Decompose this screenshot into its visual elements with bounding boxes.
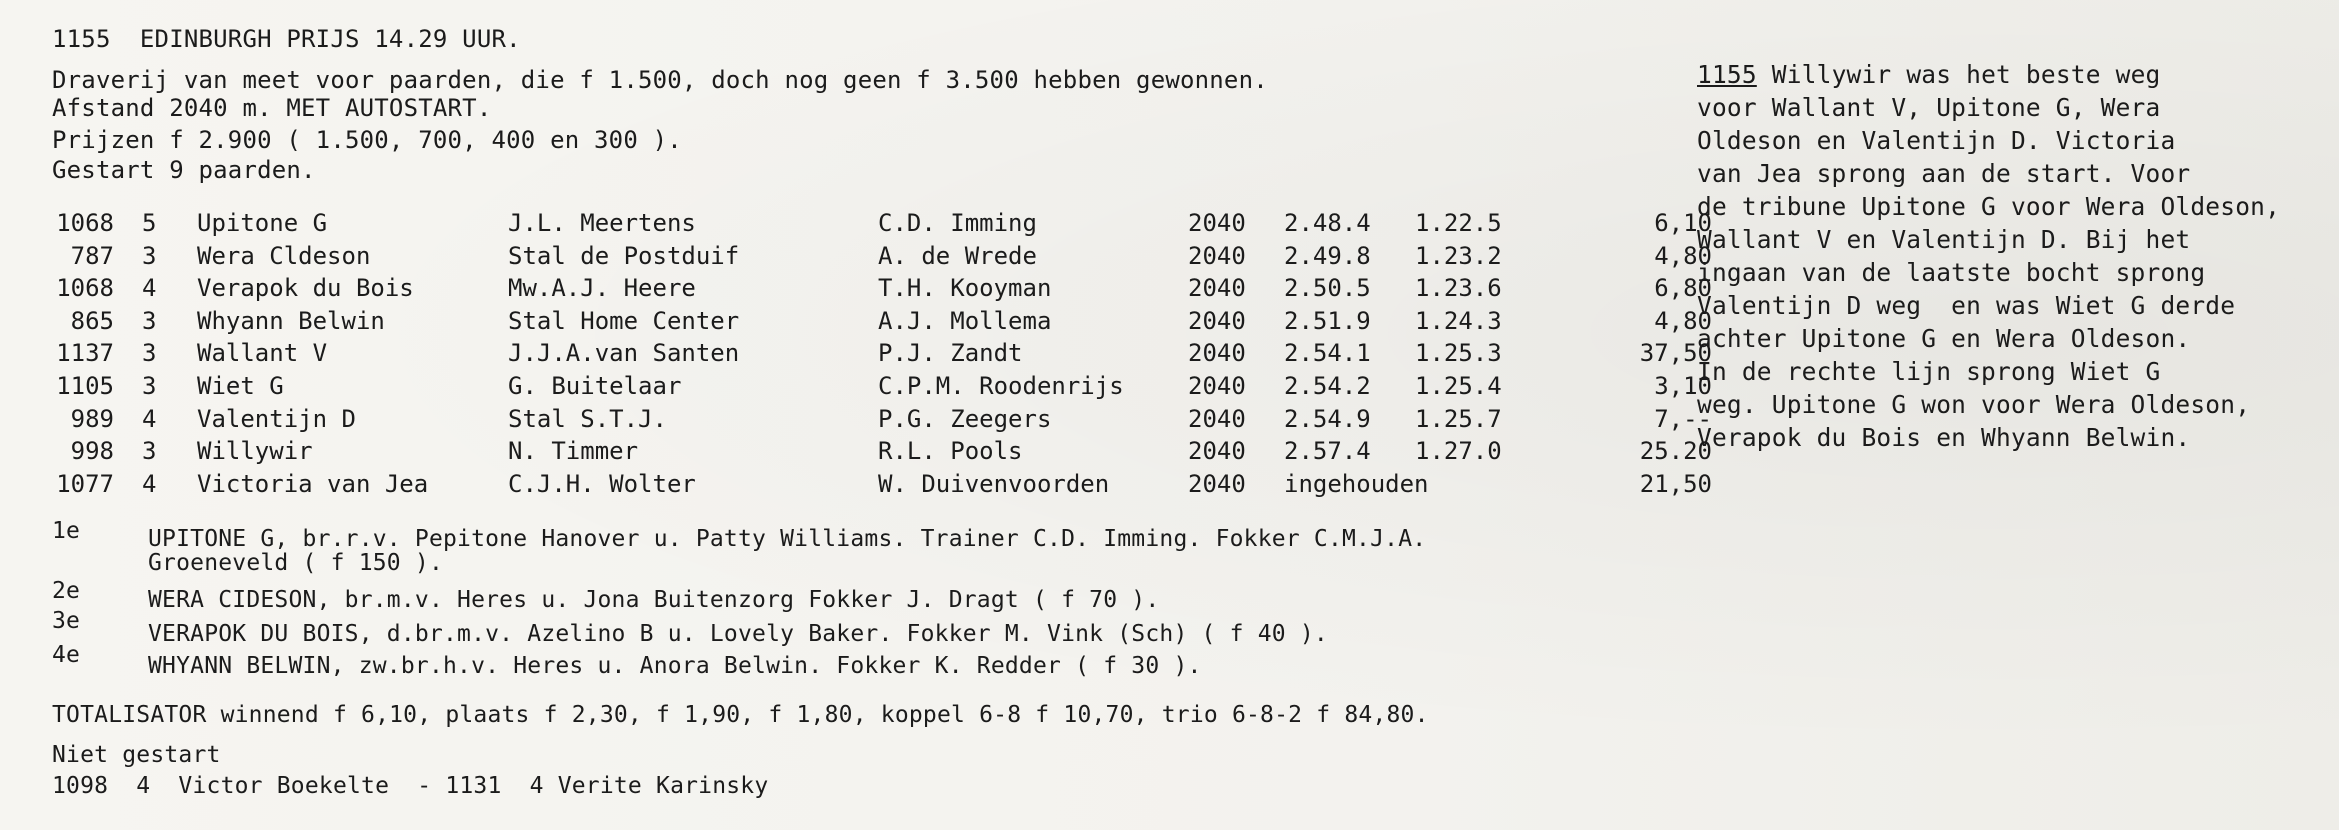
start-number: 3: [142, 339, 157, 368]
horse-name: Victoria van Jea: [197, 469, 429, 498]
placing-fourth-pos: 4e: [52, 642, 81, 668]
driver: A. de Wrede: [878, 241, 1037, 270]
driver: P.G. Zeegers: [878, 404, 1052, 433]
odds: 6,10: [1654, 209, 1712, 237]
placing-first-pos: 1e: [52, 518, 81, 544]
start-number: 4: [142, 404, 157, 433]
report-line: Wallant V en Valentijn D. Bij het: [1697, 225, 2191, 254]
table-row: [52, 306, 1712, 340]
horse-name: Wallant V: [197, 339, 328, 368]
driver: R.L. Pools: [878, 437, 1023, 466]
race-time: ingehouden: [1284, 469, 1429, 498]
start-number: 4: [142, 274, 157, 303]
report-line: Oldeson en Valentijn D. Victoria: [1697, 126, 2176, 155]
driver: T.H. Kooyman: [878, 274, 1052, 303]
distance: 2040: [1188, 469, 1246, 498]
start-number: 5: [142, 209, 157, 237]
odds: 4,80: [1654, 306, 1712, 335]
horse-name: Whyann Belwin: [197, 306, 385, 335]
owner: Stal de Postduif: [508, 241, 740, 270]
owner: N. Timmer: [508, 437, 639, 466]
odds: 21,50: [1639, 469, 1712, 498]
distance: 2040: [1188, 306, 1246, 335]
horse-name: Verapok du Bois: [197, 274, 414, 303]
race-time: 2.54.2: [1284, 371, 1371, 400]
ref-number: 1068: [56, 274, 114, 303]
report-line: van Jea sprong aan de start. Voor: [1697, 159, 2191, 188]
km-time: 1.25.7: [1415, 404, 1502, 433]
race-time: 2.54.1: [1284, 339, 1371, 368]
table-row: [52, 241, 1712, 275]
report-line: In de rechte lijn sprong Wiet G: [1697, 357, 2161, 386]
start-number: 4: [142, 469, 157, 498]
distance: 2040: [1188, 274, 1246, 303]
table-row: [52, 469, 1712, 503]
race-prizes: Prijzen f 2.900 ( 1.500, 700, 400 en 300 ).: [52, 126, 682, 154]
table-row: [52, 209, 1712, 242]
race-time: 2.51.9: [1284, 306, 1371, 335]
owner: J.J.A.van Santen: [508, 339, 740, 368]
race-conditions: Draverij van meet voor paarden, die f 1.500, doch nog geen f 3.500 hebben gewonnen.: [52, 66, 1268, 94]
totalisator-line: TOTALISATOR winnend f 6,10, plaats f 2,30, f 1,90, f 1,80, koppel 6-8 f 10,70, trio 6-8-2 f 84,80.: [52, 702, 1429, 728]
km-time: 1.22.5: [1415, 209, 1502, 237]
horse-name: Wiet G: [197, 371, 284, 400]
table-row: [52, 274, 1712, 307]
race-time: 2.48.4: [1284, 209, 1371, 237]
ref-number: 1077: [56, 469, 114, 498]
km-time: 1.24.3: [1415, 306, 1502, 335]
placing-first-cont: Groeneveld ( f 150 ).: [148, 550, 443, 576]
placing-second: WERA CIDESON, br.m.v. Heres u. Jona Buitenzorg Fokker J. Dragt ( f 70 ).: [148, 587, 1160, 613]
ref-number: 787: [70, 241, 114, 270]
race-time: 2.49.8: [1284, 241, 1371, 270]
report-line-text: Willywir was het beste weg: [1756, 60, 2161, 89]
owner: C.J.H. Wolter: [508, 469, 696, 498]
distance: 2040: [1188, 404, 1246, 433]
placing-third: VERAPOK DU BOIS, d.br.m.v. Azelino B u. Lovely Baker. Fokker M. Vink (Sch) ( f 40 ).: [148, 621, 1328, 647]
owner: J.L. Meertens: [508, 209, 696, 237]
placing-fourth: WHYANN BELWIN, zw.br.h.v. Heres u. Anora Belwin. Fokker K. Redder ( f 30 ).: [148, 653, 1202, 679]
start-number: 3: [142, 437, 157, 466]
not-started-heading: Niet gestart: [52, 742, 221, 768]
table-row: [52, 339, 1712, 372]
start-number: 3: [142, 371, 157, 400]
placing-third-pos: 3e: [52, 608, 81, 634]
placing-second-pos: 2e: [52, 578, 81, 604]
start-number: 3: [142, 241, 157, 270]
report-line: Valentijn D weg en was Wiet G derde: [1697, 291, 2236, 320]
ref-number: 1137: [56, 339, 114, 368]
start-number: 3: [142, 306, 157, 335]
owner: Stal Home Center: [508, 306, 740, 335]
horse-name: Wera Cldeson: [197, 241, 371, 270]
results-table: [52, 209, 1712, 502]
race-time: 2.50.5: [1284, 274, 1371, 303]
horse-name: Upitone G: [197, 209, 328, 237]
ref-number: 989: [70, 404, 114, 433]
odds: 7,--: [1654, 404, 1712, 433]
race-time: 2.54.9: [1284, 404, 1371, 433]
race-distance: Afstand 2040 m. MET AUTOSTART.: [52, 94, 492, 122]
table-row: [52, 437, 1712, 470]
km-time: 1.23.6: [1415, 274, 1502, 303]
ref-number: 865: [70, 306, 114, 335]
race-header: 1155 EDINBURGH PRIJS 14.29 UUR.: [52, 25, 521, 53]
odds: 4,80: [1654, 241, 1712, 270]
odds: 25.20: [1639, 437, 1712, 466]
driver: W. Duivenvoorden: [878, 469, 1110, 498]
km-time: 1.25.4: [1415, 371, 1502, 400]
report-line: Verapok du Bois en Whyann Belwin.: [1697, 423, 2191, 452]
report-line: weg. Upitone G won voor Wera Oldeson,: [1697, 390, 2251, 419]
driver: P.J. Zandt: [878, 339, 1023, 368]
driver: C.P.M. Roodenrijs: [878, 371, 1124, 400]
km-time: 1.27.0: [1415, 437, 1502, 466]
ref-number: 1068: [56, 209, 114, 237]
driver: A.J. Mollema: [878, 306, 1052, 335]
distance: 2040: [1188, 339, 1246, 368]
not-started-line: 1098 4 Victor Boekelte - 1131 4 Verite Karinsky: [52, 773, 769, 799]
report-line: de tribune Upitone G voor Wera Oldeson,: [1697, 192, 2281, 221]
distance: 2040: [1188, 371, 1246, 400]
horse-name: Valentijn D: [197, 404, 356, 433]
report-line: ingaan van de laatste bocht sprong: [1697, 258, 2206, 287]
report-line: voor Wallant V, Upitone G, Wera: [1697, 93, 2161, 122]
horse-name: Willywir: [197, 437, 313, 466]
owner: G. Buitelaar: [508, 371, 682, 400]
table-row: [52, 371, 1712, 405]
race-started: Gestart 9 paarden.: [52, 156, 316, 184]
distance: 2040: [1188, 437, 1246, 466]
owner: Mw.A.J. Heere: [508, 274, 696, 303]
table-row: [52, 404, 1712, 438]
km-time: 1.23.2: [1415, 241, 1502, 270]
report-line: [1697, 60, 2160, 90]
ref-number: 998: [70, 437, 114, 466]
driver: C.D. Imming: [878, 209, 1037, 237]
report-line: achter Upitone G en Wera Oldeson.: [1697, 324, 2191, 353]
owner: Stal S.T.J.: [508, 404, 667, 433]
report-ref: 1155: [1697, 60, 1757, 89]
odds: 37,50: [1639, 339, 1712, 368]
placing-first: UPITONE G, br.r.v. Pepitone Hanover u. Patty Williams. Trainer C.D. Imming. Fokker C.M.J.A.: [148, 526, 1427, 552]
distance: 2040: [1188, 209, 1246, 237]
race-time: 2.57.4: [1284, 437, 1371, 466]
km-time: 1.25.3: [1415, 339, 1502, 368]
odds: 6,80: [1654, 274, 1712, 303]
ref-number: 1105: [56, 371, 114, 400]
distance: 2040: [1188, 241, 1246, 270]
odds: 3,10: [1654, 371, 1712, 400]
